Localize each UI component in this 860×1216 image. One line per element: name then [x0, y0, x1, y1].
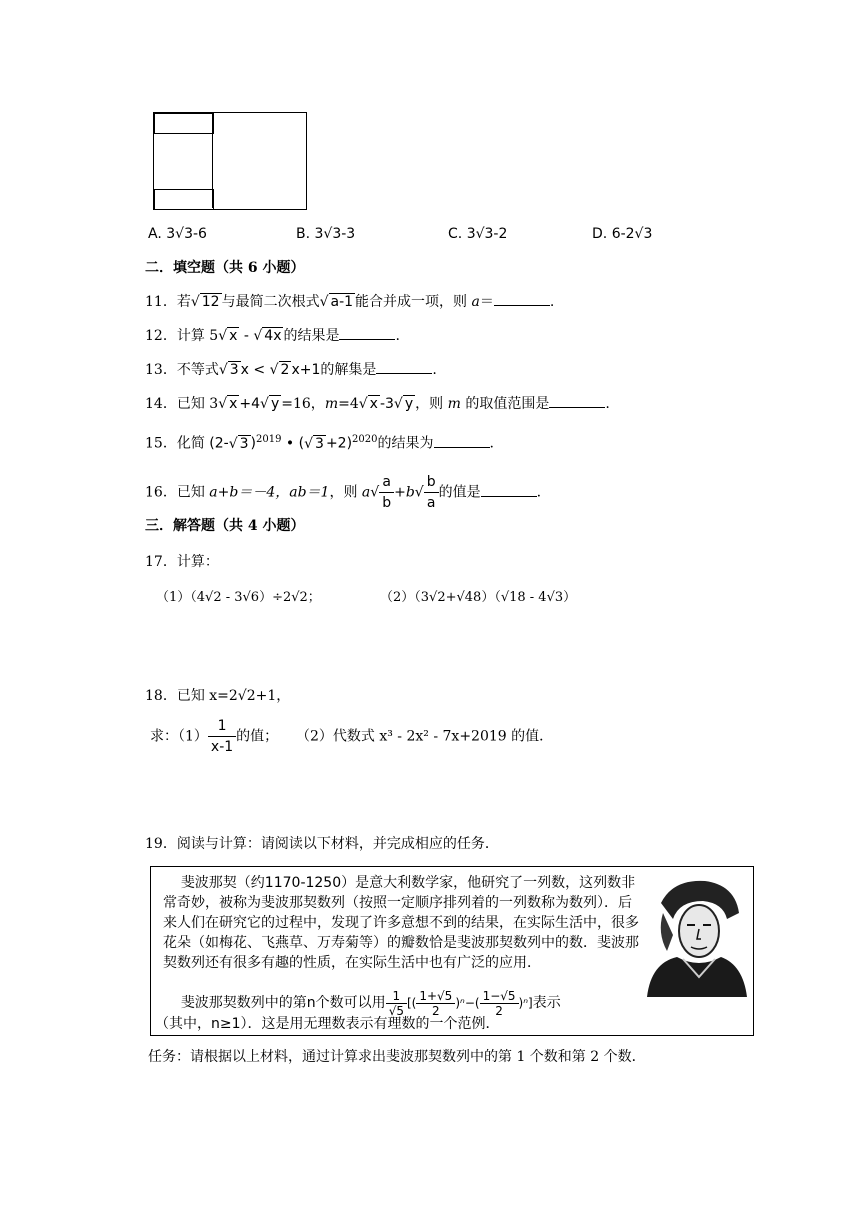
q16-text-a: 已知 [176, 484, 210, 501]
q17-title: 计算： [176, 554, 219, 570]
sqrt-y: √ y [260, 396, 280, 412]
q15-exp1: 2019 [256, 434, 282, 445]
q13-text-b: 的解集是 [320, 362, 377, 378]
q14-var-m: m [447, 396, 461, 412]
material-tail: （其中，n≥1）．这是用无理数表示有理数的一个范例． [155, 1016, 500, 1032]
fibonacci-portrait [643, 873, 747, 997]
q14-text-f: . [605, 396, 610, 412]
q10-option-b [296, 226, 355, 242]
q19-num: 19． [145, 836, 177, 852]
q18-parts [150, 716, 553, 757]
question-19 [145, 834, 499, 854]
q13-text-a: 不等式 [176, 362, 219, 378]
fraction-b-over-a: $\frac{b}{a}$ [424, 472, 439, 513]
material-paragraph: 斐波那契（约1170-1250）是意大利数学家，他研究了一列数，这列数非常奇妙，被称为斐波那契数列（按照一定顺序排列着的一列数称为数列）．后来人们在研究它的过程中，发现了许多意想不到的结果，在实际生活中，很多花朵（如梅花、飞燕草、万寿菊等）的瓣数恰是斐波那契数列中的数．斐波那契数列还有很多有趣的性质，在实际生活中也有广泛的应用． [163, 875, 639, 971]
q12-text-b: 的结果是 [283, 328, 340, 344]
q11-var: a [471, 294, 480, 310]
question-16: 16．已知 a+b＝－4，ab＝1，则 a√ $\frac{a}{b}$ +b√ $\frac{b}{a}$ 的值是 . [145, 474, 542, 511]
q10-option-a [148, 226, 207, 242]
sqrt-x: √ x [358, 396, 378, 412]
q11-text-a: 若 [176, 294, 191, 310]
sqrt-3: √ 3 [218, 362, 239, 378]
q10-option-c [448, 226, 507, 242]
q16-text-b: ，则 [329, 484, 362, 501]
q18-text-a: 已知 x=2√2+1， [176, 688, 291, 704]
q17-part-1: （1）（4√2 - 3√6）÷2√2； [156, 590, 321, 605]
q17-num: 17． [145, 554, 177, 570]
q14-text-b: =16， [281, 396, 325, 412]
q15-text-a: 化简 [176, 435, 210, 452]
q15-num: 15． [145, 435, 177, 452]
q19-task: 任务：请根据以上材料，通过计算求出斐波那契数列中的第 1 个数和第 2 个数． [148, 1049, 646, 1065]
option-label: D. [592, 226, 608, 242]
option-text: 3√3-3 [314, 226, 356, 242]
question-12: 12．计算 5√ x - √ 4x 的结果是 . [145, 328, 400, 344]
q13-text-e: . [432, 362, 437, 378]
sqrt-a-1: √ a-1 [319, 294, 354, 310]
answer-blank [339, 327, 395, 340]
q14-num: 14． [145, 396, 177, 412]
q11-text-b: 与最简二次根式 [221, 294, 320, 310]
sqrt-2: √ 2 [269, 362, 290, 378]
answer-blank [434, 435, 490, 448]
option-label: C. [448, 226, 463, 242]
sqrt-12: √ 12 [190, 294, 220, 310]
option-text: 6-2√3 [611, 226, 653, 242]
q14-text-e: 的取值范围是 [460, 396, 550, 412]
option-label: A. [148, 226, 162, 242]
q15-exp2: 2020 [352, 434, 378, 445]
q12-text-a: 计算 5 [176, 328, 219, 344]
q16-num: 16． [145, 484, 177, 501]
q16-text-c: 的值是 [438, 484, 481, 501]
q17-part-2: （2）（3√2+√48）（√18 - 4√3） [380, 590, 577, 605]
question-13: 13．不等式√ 3 x < √ 2 x+1的解集是 . [145, 362, 437, 378]
q12-text-e: . [395, 328, 400, 344]
q11-text-e: . [549, 294, 555, 310]
q18-part2: （2）代数式 x³ - 2x² - 7x+2019 的值． [295, 728, 554, 745]
section-fill-in-title: 二．填空题（共 6 小题） [145, 260, 305, 276]
q10-figure [153, 112, 307, 210]
formula-pre: 斐波那契数列中的第n个数可以用 [180, 995, 386, 1011]
fibonacci-formula: $\frac{1}{√5}$ [( $\frac{1+√5}{2}$ )ⁿ−( $\frac{1-√5}{2}$ )ⁿ] [386, 996, 533, 1010]
q11-text-d: ＝ [479, 294, 494, 310]
q14-text-d: ，则 [415, 396, 448, 412]
question-18 [145, 686, 290, 706]
q16-condition: a+b＝－4，ab＝1 [209, 484, 330, 501]
sqrt-x: √ x [218, 328, 238, 344]
q14-var-m: m [324, 396, 339, 412]
q18-part1-tail: 的值； [236, 728, 279, 745]
answer-blank [376, 361, 432, 374]
sqrt-3: √ 3 [304, 435, 324, 452]
q10-figure-top-strip [154, 113, 214, 134]
sqrt-x: √ x [218, 396, 238, 412]
material-text [163, 873, 643, 973]
section-answer-title: 三．解答题（共 4 小题） [145, 518, 305, 534]
q10-figure-divider [212, 113, 213, 208]
answer-blank [549, 395, 605, 408]
q15-text-b: 的结果为 [377, 435, 434, 452]
sqrt-y: √ y [393, 396, 414, 412]
answer-blank [494, 293, 550, 306]
q10-option-d [592, 226, 652, 242]
q19-title: 阅读与计算：请阅读以下材料，并完成相应的任务． [176, 836, 499, 852]
q18-ask: 求：（1） [150, 728, 208, 745]
sqrt-3: √ 3 [228, 435, 249, 452]
q12-num: 12． [145, 328, 177, 344]
q11-num: 11． [145, 294, 177, 310]
option-text: 3√3-6 [166, 226, 207, 242]
question-15: 15．化简 (2-√ 3 )$^{2019}$ • (√ 3 +2)$^{2020}$的结果为 . [145, 434, 494, 452]
option-text: 3√3-2 [466, 226, 508, 242]
q18-num: 18． [145, 688, 177, 704]
fraction-1-over-x-1: $\frac{1}{x-1}$ [208, 716, 236, 757]
q14-text-c: =4 [338, 396, 359, 412]
q11-text-c: 能合并成一项，则 [355, 294, 472, 310]
option-label: B. [296, 226, 311, 242]
q15-text-e: . [489, 435, 494, 452]
sqrt-4x: √ 4x [253, 328, 282, 344]
question-14: 14．已知 3√ x +4√ y =16，m=4√ x -3√ y ，则 m 的取值范围是 . [145, 396, 610, 412]
q14-text-a: 已知 3 [176, 396, 219, 412]
formula-post: 表示 [532, 995, 561, 1011]
question-17 [145, 552, 219, 572]
question-11 [145, 292, 554, 312]
answer-blank [481, 484, 537, 497]
fibonacci-material-box [150, 866, 754, 1036]
fraction-a-over-b: $\frac{a}{b}$ [379, 472, 394, 513]
q10-figure-bottom-strip [154, 189, 214, 210]
q13-num: 13． [145, 362, 177, 378]
q16-text-e: . [536, 484, 542, 501]
